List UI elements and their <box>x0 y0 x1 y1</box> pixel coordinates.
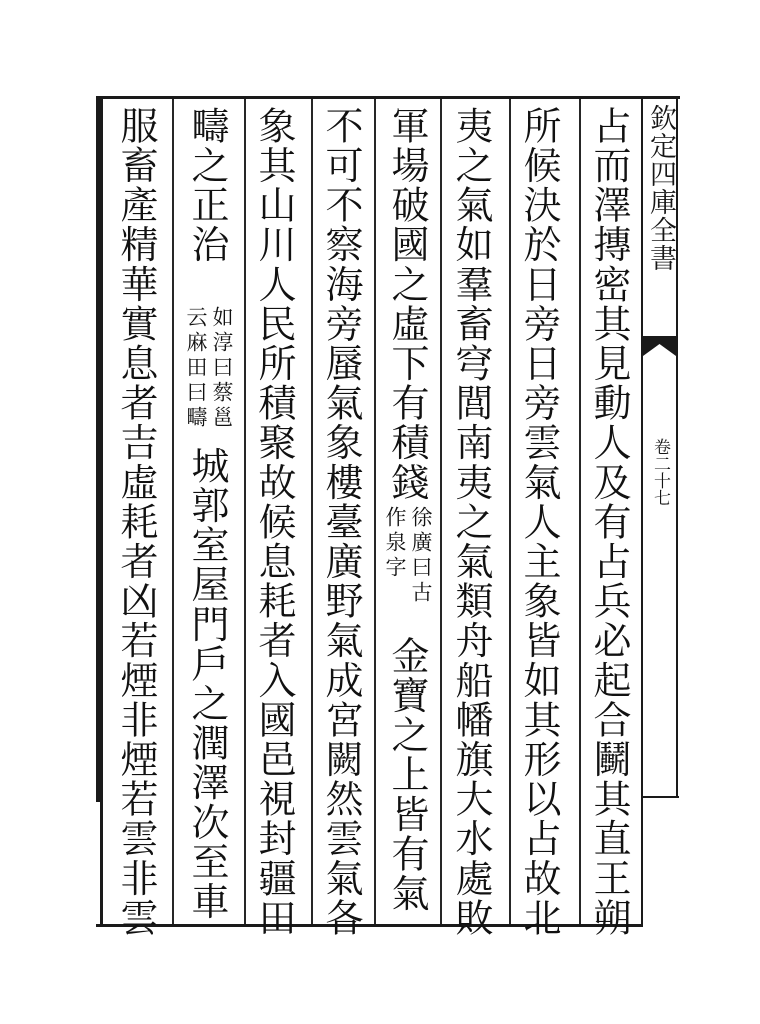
main-text-continued: 金寶之上皆有氣 <box>385 636 429 914</box>
text-column-4 <box>380 106 436 918</box>
gutter-tick-mark <box>643 796 679 798</box>
column-rule <box>509 99 511 924</box>
text-column-7 <box>180 106 236 922</box>
text-column-8: 服畜產精華實息者吉虛耗者凶若煙非煙若雲非雲 <box>114 106 158 938</box>
text-column-5: 不可不察海旁蜃氣象樓臺廣野氣成宮闕然雲氣各 <box>319 106 363 938</box>
gutter-volume-label: 卷二十七 <box>650 438 670 506</box>
main-text: 軍場破國之虛下有積錢 <box>385 106 429 502</box>
frame-top-border <box>96 96 680 99</box>
column-rule <box>374 99 376 924</box>
column-rule <box>172 99 174 924</box>
column-rule <box>440 99 442 924</box>
column-rule <box>244 99 246 924</box>
annotation-right: 徐廣曰古 <box>409 506 433 606</box>
frame-left-inner-border <box>100 96 103 927</box>
text-column-2: 所候決於日旁日旁雲氣人主象皆如其形以占故北 <box>517 106 561 938</box>
text-column-3: 夷之氣如羣畜穹閭南夷之氣類舟船幡旗大水處敗 <box>449 106 493 938</box>
fish-tail-mark <box>643 336 676 356</box>
annotation-right: 如淳曰蔡邕 <box>210 306 234 431</box>
annotation-left: 云麻田曰疇 <box>184 306 208 431</box>
main-text: 疇之正治 <box>185 106 229 265</box>
annotation-left: 作泉字 <box>383 506 407 581</box>
text-column-6: 象其山川人民所積聚故候息耗者入國邑視封疆田 <box>252 106 296 938</box>
column-rule <box>311 99 313 924</box>
main-text-continued: 城郭室屋門戶之潤澤次至車 <box>185 446 229 922</box>
column-rule <box>579 99 581 924</box>
gutter-book-title: 欽定四庫全書 <box>645 104 676 272</box>
frame-right-border <box>641 96 643 927</box>
text-column-1: 占而澤摶密其見動人及有占兵必起合鬭其直王朔 <box>587 106 631 938</box>
gutter-outer-border <box>676 96 678 796</box>
